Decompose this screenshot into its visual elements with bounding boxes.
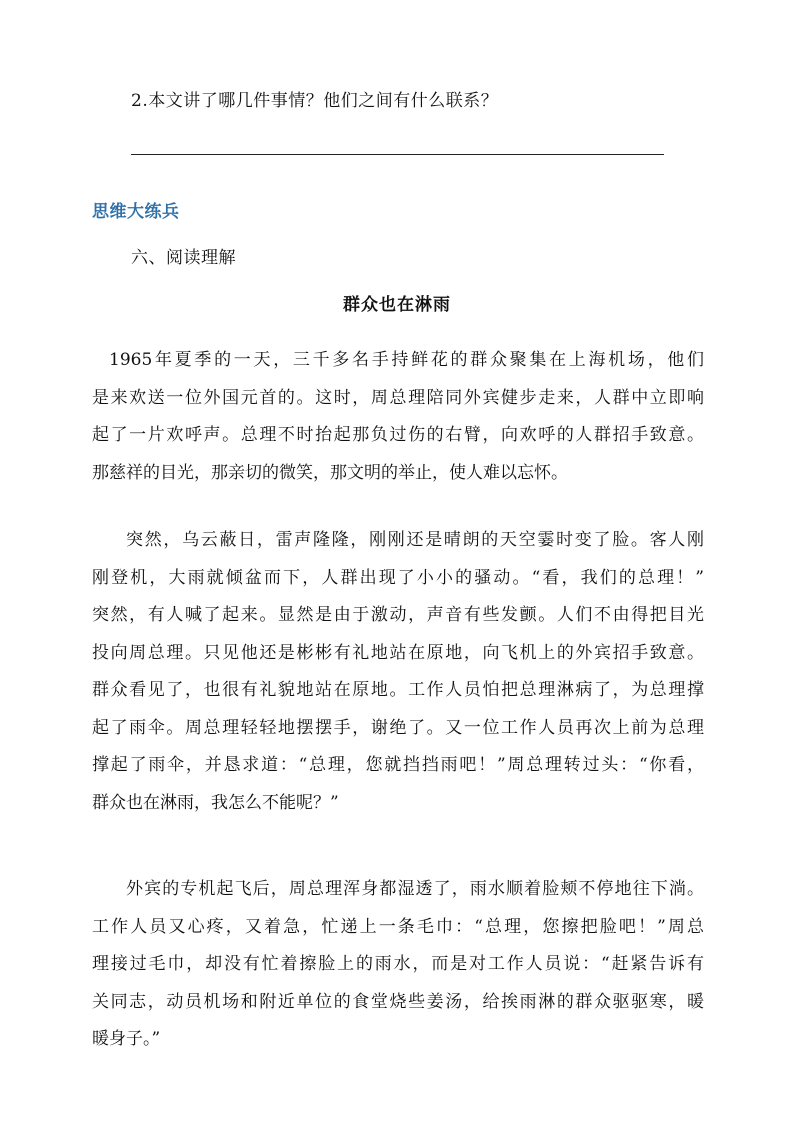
article-paragraph-2 [92,522,704,822]
paragraph-line: 关同志，动员机场和附近单位的食堂烧些姜汤，给挨雨淋的群众驱驱寒，暖 [92,991,704,1012]
paragraph-line: 突然，有人喊了起来。显然是由于激动，声音有些发颤。人们不由得把目光 [92,605,704,625]
answer-line [131,154,664,155]
paragraph-line: 群众看见了，也很有礼貌地站在原地。工作人员怕把总理淋病了，为总理撑 [92,680,704,700]
paragraph-line: 起了雨伞。周总理轻轻地摆摆手，谢绝了。又一位工作人员再次上前为总理 [92,717,704,738]
question-text: 2.本文讲了哪几件事情？他们之间有什么联系？ [131,91,499,111]
article-paragraph-3 [92,871,704,1059]
part-title: 六、阅读理解 [131,248,236,268]
paragraph-line: 工作人员又心疼，又着急，忙递上一条毛巾：“总理，您擦把脸吧！”周总 [92,916,704,937]
paragraph-line: 刚登机，大雨就倾盆而下，人群出现了小小的骚动。“看，我们的总理！” [92,567,704,588]
paragraph-line: 群众也在淋雨，我怎么不能呢？” [92,792,339,813]
paragraph-line: 撑起了雨伞，并恳求道：“总理，您就挡挡雨吧！”周总理转过头：“你看， [92,755,704,775]
article-title: 群众也在淋雨 [343,295,451,315]
paragraph-line: 突然，乌云蔽日，雷声隆隆，刚刚还是晴朗的天空霎时变了脸。客人刚 [126,530,704,550]
paragraph-line: 外宾的专机起飞后，周总理浑身都湿透了，雨水顺着脸颊不停地往下淌。 [126,879,704,899]
paragraph-line: 暖身子。” [92,1029,161,1049]
paragraph-line: 投向周总理。只见他还是彬彬有礼地站在原地，向飞机上的外宾招手致意。 [92,642,704,663]
paragraph-line: 起了一片欢呼声。总理不时抬起那负过伤的右臂，向欢呼的人群招手致意。 [92,425,704,445]
paragraph-line: 那慈祥的目光，那亲切的微笑，那文明的举止，使人难以忘怀。 [92,462,568,483]
paragraph-line: 1965年夏季的一天，三千多名手持鲜花的群众聚集在上海机场，他们 [109,350,704,370]
paragraph-line: 是来欢送一位外国元首的。这时，周总理陪同外宾健步走来，人群中立即响 [92,387,704,408]
paragraph-line: 理接过毛巾，却没有忙着擦脸上的雨水，而是对工作人员说：“赶紧告诉有 [92,954,704,974]
article-paragraph-1 [92,342,704,492]
section-title: 思维大练兵 [92,202,180,222]
